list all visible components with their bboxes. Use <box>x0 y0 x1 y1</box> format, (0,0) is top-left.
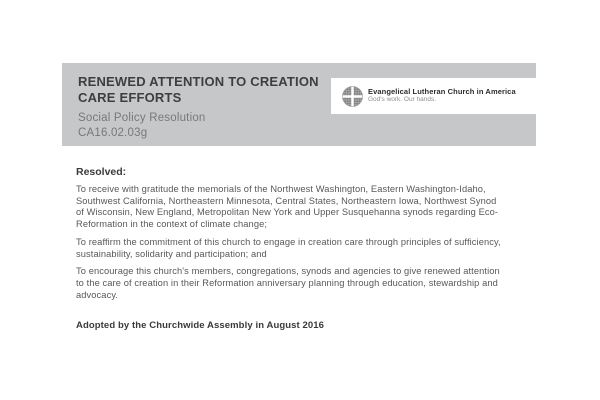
resolution-id: CA16.02.03g <box>78 126 148 139</box>
banner-subtitle-block <box>78 111 319 140</box>
document-type-label: Social Policy Resolution <box>78 112 206 124</box>
header-banner <box>62 63 536 146</box>
body-paragraph-1: To receive with gratitude the memorials of the Northwest Washington, Eastern Washington-Idaho, Southwest California, Northeastern Minnesota, Central States, Northeastern Iowa, Northwest Synod of Wisconsin, New England, Metropolitan New York and Upper Susquehanna synods regarding Eco-Reformation in the context of climate change; <box>76 184 499 230</box>
body-paragraph-3: To encourage this church's members, congregations, synods and agencies to give renewed attention to the care of creation in their Reformation anniversary planning through education, stewardship and advocacy. <box>76 266 500 300</box>
elca-cross-globe-icon <box>342 86 363 107</box>
org-tagline: God's work. Our hands. <box>368 96 437 104</box>
body-paragraph-2: To reaffirm the commitment of this church to engage in creation care through principles of sufficiency, sustainability, solidarity and participation; and <box>76 236 501 259</box>
org-name: Evangelical Lutheran Church in America <box>368 87 516 97</box>
elca-logo-box <box>331 78 536 114</box>
logo-text-block <box>368 87 516 105</box>
resolved-heading: Resolved: <box>76 166 127 178</box>
resolution-title-line-2: CARE EFFORTS <box>78 90 182 105</box>
resolution-body <box>76 165 506 331</box>
resolution-title-line-1: RENEWED ATTENTION TO CREATION <box>78 74 319 89</box>
banner-text-block <box>78 74 319 140</box>
adoption-note: Adopted by the Churchwide Assembly in August 2016 <box>76 320 325 332</box>
